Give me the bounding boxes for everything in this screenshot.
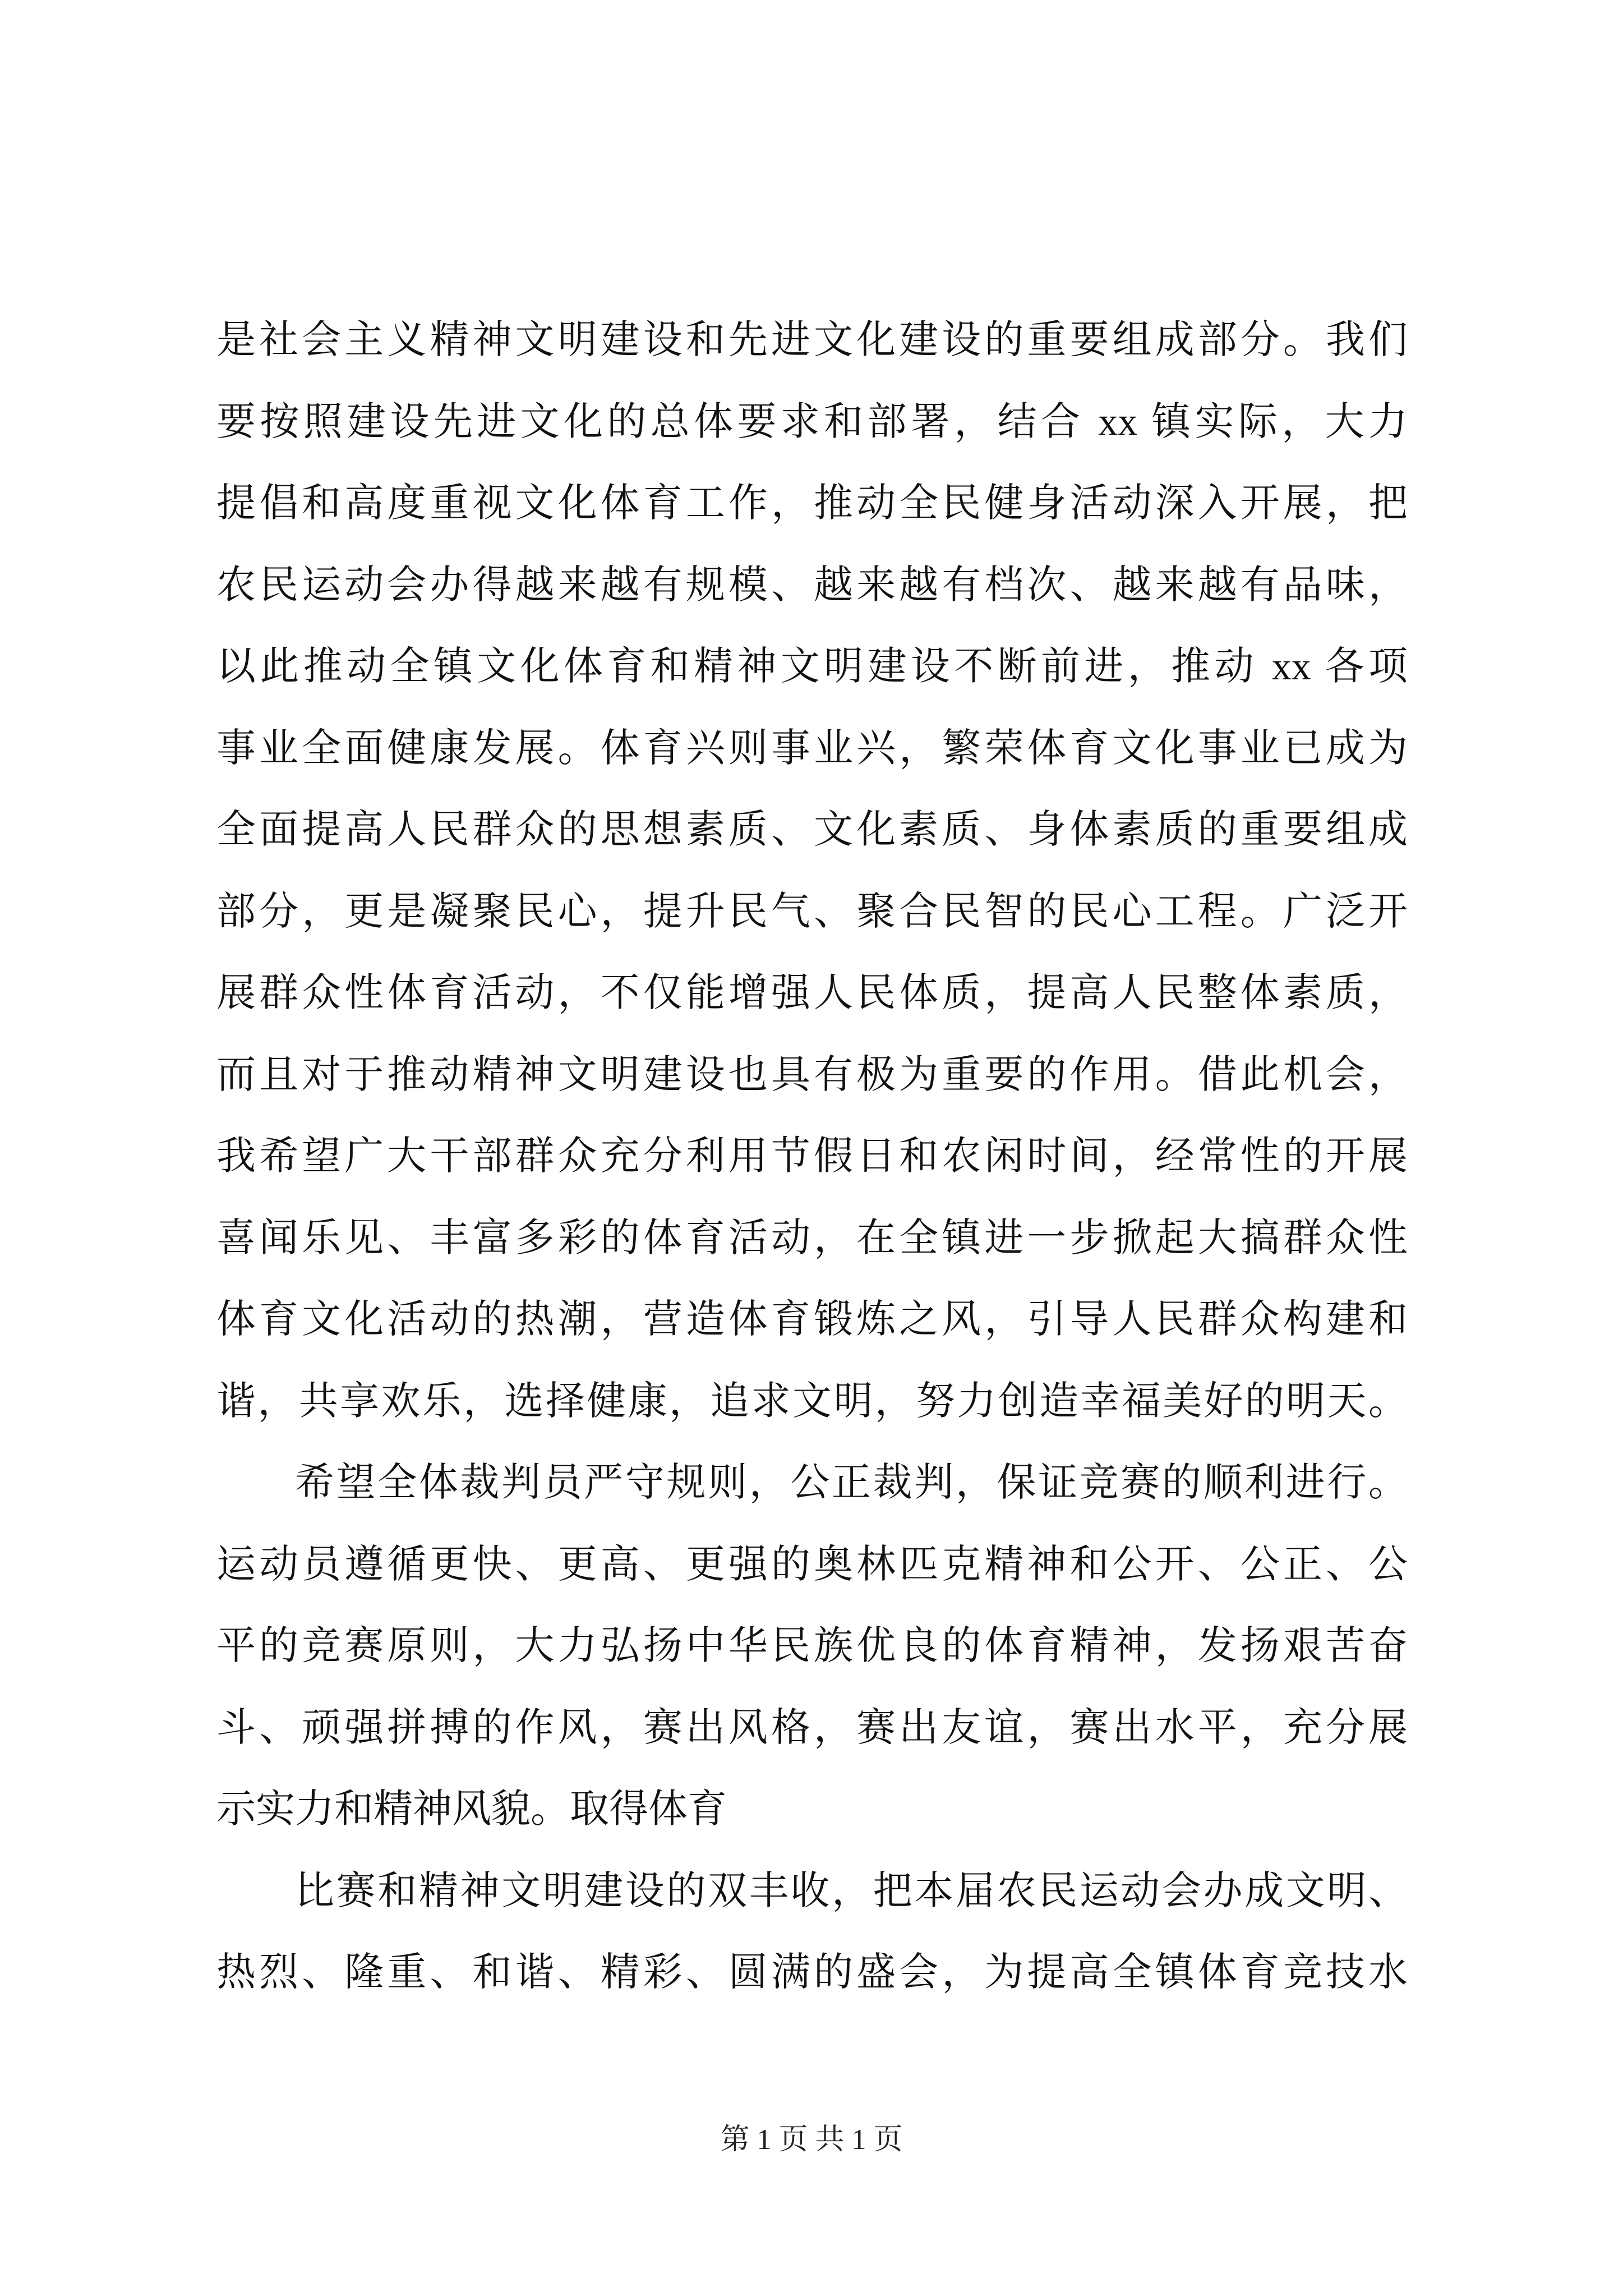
- text-line: 喜闻乐见、丰富多彩的体育活动，在全镇进一步掀起大搞群众性: [216, 1216, 1408, 1260]
- text-line: 示实力和精神风貌。取得体育: [216, 1788, 727, 1831]
- page-number-label: 第 1 页 共 1 页: [720, 2124, 903, 2156]
- text-line: 运动员遵循更快、更高、更强的奥林匹克精神和公开、公正、公: [216, 1543, 1408, 1586]
- text-line: 谐，共享欢乐，选择健康，追求文明，努力创造幸福美好的明天。: [216, 1379, 1408, 1423]
- text-line: 希望全体裁判员严守规则，公正裁判，保证竞赛的顺利进行。: [295, 1461, 1408, 1504]
- paragraph-2: [216, 1442, 1408, 1851]
- paragraph-1: [216, 300, 1408, 1442]
- text-line: 热烈、隆重、和谐、精彩、圆满的盛会，为提高全镇体育竞技水: [216, 1951, 1408, 1994]
- text-line: 提倡和高度重视文化体育工作，推动全民健身活动深入开展，把: [216, 482, 1408, 525]
- text-line: 全面提高人民群众的思想素质、文化素质、身体素质的重要组成: [216, 808, 1408, 852]
- document-body: [216, 300, 1408, 2014]
- text-line: 体育文化活动的热潮，营造体育锻炼之风，引导人民群众构建和: [216, 1298, 1408, 1341]
- text-line: 平的竞赛原则，大力弘扬中华民族优良的体育精神，发扬艰苦奋: [216, 1625, 1408, 1668]
- text-line: 我希望广大干部群众充分利用节假日和农闲时间，经常性的开展: [216, 1135, 1408, 1178]
- text-line: 而且对于推动精神文明建设也具有极为重要的作用。借此机会，: [216, 1053, 1408, 1097]
- text-line: 事业全面健康发展。体育兴则事业兴，繁荣体育文化事业已成为: [216, 726, 1408, 770]
- text-line: 部分，更是凝聚民心，提升民气、聚合民智的民心工程。广泛开: [216, 890, 1408, 933]
- page-footer: [0, 2120, 1623, 2160]
- text-line: 比赛和精神文明建设的双丰收，把本届农民运动会办成文明、: [295, 1869, 1408, 1913]
- text-line: 要按照建设先进文化的总体要求和部署，结合 xx 镇实际，大力: [216, 400, 1408, 444]
- paragraph-3: [216, 1851, 1408, 2014]
- text-line: 展群众性体育活动，不仅能增强人民体质，提高人民整体素质，: [216, 972, 1408, 1015]
- text-line: 斗、顽强拼搏的作风，赛出风格，赛出友谊，赛出水平，充分展: [216, 1706, 1408, 1750]
- text-line: 是社会主义精神文明建设和先进文化建设的重要组成部分。我们: [216, 319, 1408, 362]
- text-line: 以此推动全镇文化体育和精神文明建设不断前进，推动 xx 各项: [216, 645, 1408, 688]
- text-line: 农民运动会办得越来越有规模、越来越有档次、越来越有品味，: [216, 563, 1408, 607]
